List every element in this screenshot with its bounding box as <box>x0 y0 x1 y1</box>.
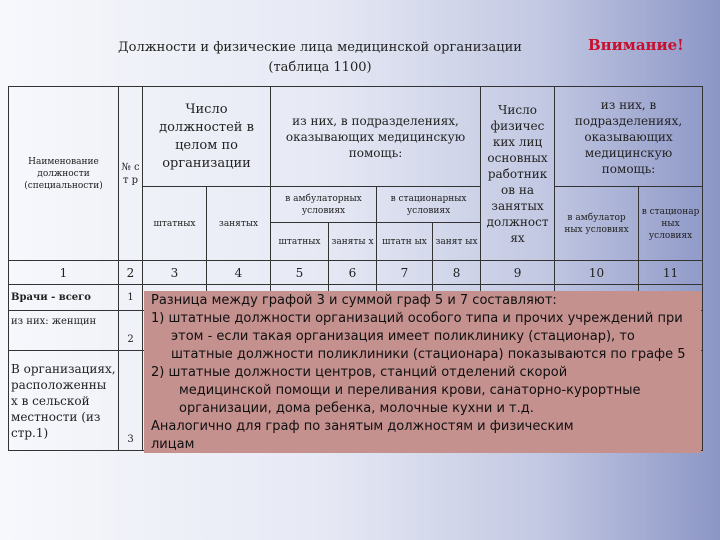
note-line: лицам <box>151 437 195 452</box>
col-number: 9 <box>481 261 555 285</box>
row-number: 1 <box>119 285 143 311</box>
row-number: 3 <box>119 351 143 451</box>
col-number: 3 <box>143 261 207 285</box>
col-number: 6 <box>329 261 377 285</box>
header-str-cell: № с т р <box>119 87 143 261</box>
header-persons: Число физичес ких лиц основных работник ов на занятых должност ях <box>481 87 555 261</box>
col-number: 4 <box>207 261 271 285</box>
col-number: 1 <box>9 261 119 285</box>
row-name: В организациях, расположенны х в сельской местности (из стр.1) <box>9 351 119 451</box>
header-persons-divisions: из них, в подразделениях, оказывающих медицинскую помощь: <box>555 87 703 187</box>
row-number: 2 <box>119 311 143 351</box>
header-name-cell: Наименование должности (специальности) <box>9 87 119 261</box>
header-occupied: занятых <box>207 187 271 261</box>
attention-label: Внимание! <box>588 36 684 54</box>
header-inpatient-staff: штатн ых <box>377 223 433 261</box>
note-line: 1) штатные должности организаций особого типа и прочих учреждений при <box>151 311 683 326</box>
header-persons-outpatient: в амбулатор ных условиях <box>555 187 639 261</box>
header-inpatient-occupied: занят ых <box>433 223 481 261</box>
col-number: 5 <box>271 261 329 285</box>
note-line: Разница между графой 3 и суммой граф 5 и 7 составляют: <box>151 293 557 308</box>
header-outpatient-staff: штатных <box>271 223 329 261</box>
row-name: Врачи - всего <box>9 285 119 311</box>
note-line: Аналогично для граф по занятым должностям и физическим <box>151 419 574 434</box>
note-line: медицинской помощи и переливания крови, санаторно-курортные <box>179 383 641 398</box>
header-outpatient: в амбулаторных условиях <box>271 187 377 223</box>
col-number: 11 <box>639 261 703 285</box>
note-line: этом - если такая организация имеет поликлинику (стационар), то <box>171 329 635 344</box>
col-number: 8 <box>433 261 481 285</box>
header-positions-total: Число должностей в целом по организации <box>143 87 271 187</box>
col-number: 2 <box>119 261 143 285</box>
header-persons-inpatient: в стационар ных условиях <box>639 187 703 261</box>
col-number: 7 <box>377 261 433 285</box>
note-line: штатные должности поликлиники (стационара) показываются по графе 5 <box>171 347 686 362</box>
header-outpatient-occupied: заняты х <box>329 223 377 261</box>
header-staff: штатных <box>143 187 207 261</box>
col-number: 10 <box>555 261 639 285</box>
note-line: организации, дома ребенка, молочные кухни и т.д. <box>179 401 534 416</box>
row-name: из них: женщин <box>9 311 119 351</box>
page-title <box>100 38 540 78</box>
title-line-1: Должности и физические лица медицинской организации <box>118 40 522 55</box>
header-inpatient: в стационарных условиях <box>377 187 481 223</box>
note-line: 2) штатные должности центров, станций отделений скорой <box>151 365 568 380</box>
header-positions-divisions: из них, в подразделениях, оказывающих медицинскую помощь: <box>271 87 481 187</box>
title-line-2: (таблица 1100) <box>268 60 372 75</box>
note-box <box>144 291 701 453</box>
